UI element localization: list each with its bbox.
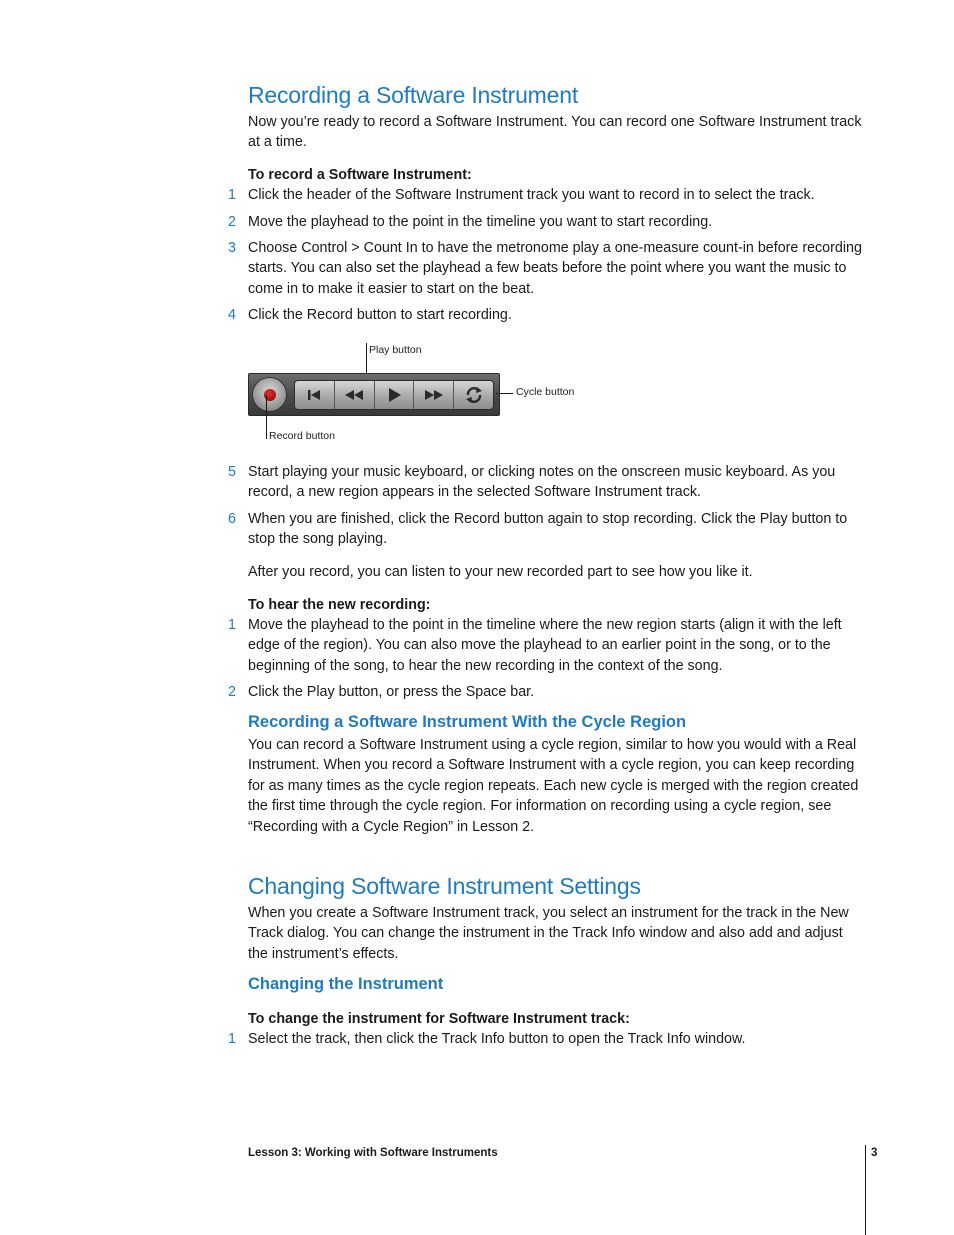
play-icon xyxy=(385,386,403,404)
footer-lesson-title: Lesson 3: Working with Software Instruments xyxy=(248,1147,498,1159)
step-text: Move the playhead to the point in the timeline you want to start recording. xyxy=(248,214,713,230)
step-text: Move the playhead to the point in the timeline where the new region starts (align it with the left edge of the region). You can also move the playhead to an earlier point in the song, or to the beginning of the song, to hear the new recording in the context of the song. xyxy=(248,617,842,674)
cycle-button-callout: Cycle button xyxy=(516,386,575,398)
cycle-icon xyxy=(464,386,484,404)
section-intro: When you create a Software Instrument track, you select an instrument for the track in the New Track dialog. You can change the instrument in the Track Info window and also add and adjust the instrument’s effects. xyxy=(248,905,849,962)
play-button-callout: Play button xyxy=(369,344,422,356)
transport-controls xyxy=(248,373,500,416)
step-text: Start playing your music keyboard, or clicking notes on the onscreen music keyboard. As you record, a new region appears in the selected Software Instrument track. xyxy=(248,464,836,501)
subsection-text: You can record a Software Instrument using a cycle region, similar to how you would with a Real Instrument. When you record a Software Instrument with a cycle region, you can keep recording for as many times as the cycle region repeats. Each new cycle is merged with the region created the first time through the cycle region. For information on recording using a cycle region, see “Recording with a Cycle Region” in Lesson 2. xyxy=(248,737,859,835)
section-title: Changing Software Instrument Settings xyxy=(248,873,641,899)
rewind-icon xyxy=(342,388,366,402)
step-text: Click the Record button to start recording. xyxy=(248,307,512,323)
procedure-title: To record a Software Instrument: xyxy=(248,167,472,183)
step-number: 1 xyxy=(228,617,236,633)
page-number: 3 xyxy=(871,1147,878,1159)
go-to-beginning-button[interactable] xyxy=(295,381,335,409)
subsection-title: Recording a Software Instrument With the Cycle Region xyxy=(248,713,687,731)
cycle-button[interactable] xyxy=(454,381,493,409)
play-button[interactable] xyxy=(375,381,415,409)
procedure-title: To hear the new recording: xyxy=(248,597,431,613)
procedure-title: To change the instrument for Software Instrument track: xyxy=(248,1011,630,1027)
step-number: 5 xyxy=(228,464,236,480)
fast-forward-icon xyxy=(422,388,446,402)
step-number: 1 xyxy=(228,187,236,203)
rewind-button[interactable] xyxy=(335,381,375,409)
record-button-callout: Record button xyxy=(269,430,335,442)
step-text: Select the track, then click the Track Info button to open the Track Info window. xyxy=(248,1031,746,1047)
step-text: Choose Control > Count In to have the metronome play a one-measure count-in before recording starts. You can also set the playhead a few beats before the point where you want the music to come in to make it easier to start on the beat. xyxy=(248,240,862,297)
section-intro: Now you’re ready to record a Software Instrument. You can record one Software Instrument track at a time. xyxy=(248,114,862,151)
step-number: 6 xyxy=(228,511,236,527)
cycle-callout-line xyxy=(496,393,513,394)
step-number: 2 xyxy=(228,214,236,230)
step-number: 4 xyxy=(228,307,236,323)
step-text: Click the header of the Software Instrument track you want to record in to select the track. xyxy=(248,187,815,203)
record-callout-line xyxy=(266,395,267,439)
step-text: When you are finished, click the Record button again to stop recording. Click the Play button to stop the song playing. xyxy=(248,511,848,548)
transport-button-group xyxy=(294,380,494,410)
section-title: Recording a Software Instrument xyxy=(248,82,579,108)
step-number: 1 xyxy=(228,1031,236,1047)
record-button[interactable] xyxy=(252,377,287,412)
fast-forward-button[interactable] xyxy=(414,381,454,409)
footer-divider xyxy=(865,1145,866,1235)
go-to-beginning-icon xyxy=(306,388,322,402)
subsection-title: Changing the Instrument xyxy=(248,975,444,993)
step-number: 2 xyxy=(228,684,236,700)
step-text: Click the Play button, or press the Space bar. xyxy=(248,684,535,700)
after-record-text: After you record, you can listen to your new recorded part to see how you like it. xyxy=(248,564,753,580)
step-number: 3 xyxy=(228,240,236,256)
